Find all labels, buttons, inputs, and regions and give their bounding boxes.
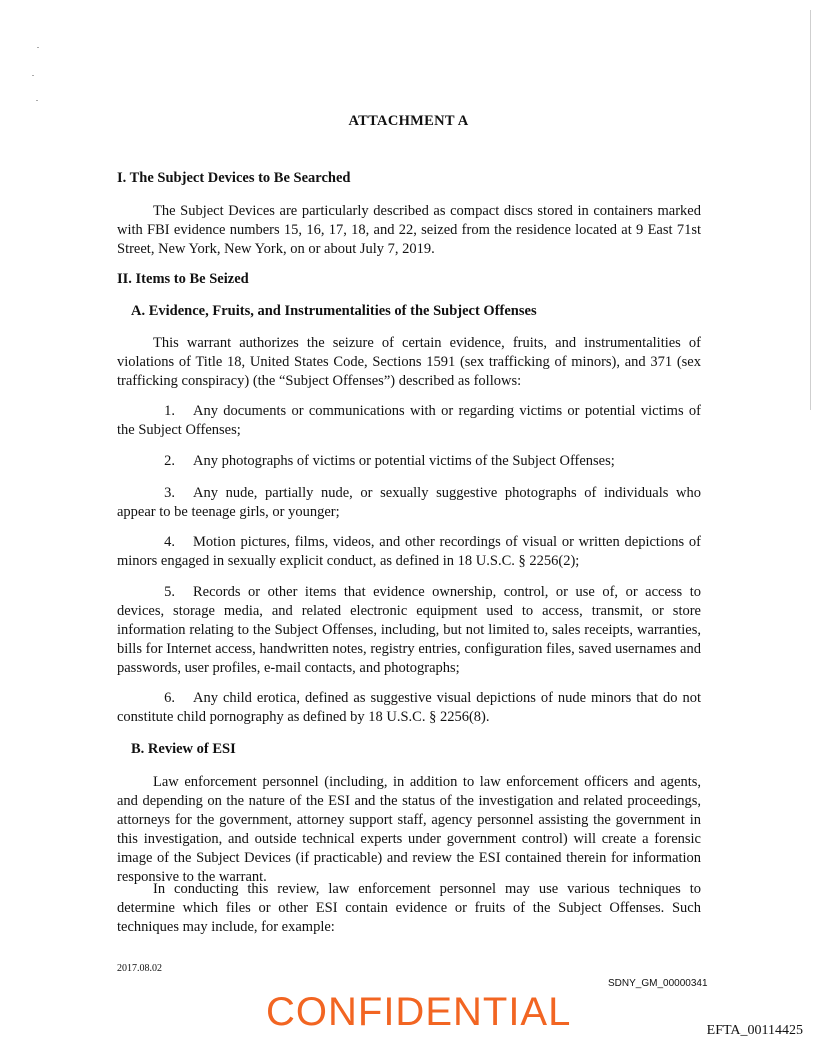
list-item bbox=[117, 533, 701, 571]
review-techniques-paragraph: In conducting this review, law enforcement personnel may use various techniques to determine which files or other ESI contain evidence or fruits of the Subject Offenses. Such techniques may include, for example: bbox=[117, 881, 701, 935]
list-item-text: Any nude, partially nude, or sexually suggestive photographs of individuals who appear to be teenage girls, or younger; bbox=[117, 485, 701, 520]
bates-number: SDNY_GM_00000341 bbox=[608, 978, 708, 989]
list-item-number: 4. bbox=[164, 534, 175, 550]
list-item-number: 2. bbox=[164, 453, 175, 469]
list-item bbox=[117, 484, 701, 522]
scan-edge-line bbox=[810, 10, 811, 410]
confidential-stamp: CONFIDENTIAL bbox=[266, 990, 572, 1034]
list-item-text: Records or other items that evidence ownership, control, or use of, or access to devices, storage media, and related electronic equipment used to access, transmit, or store information relating to the Subject Offenses, including, but not limited to, sales receipts, warranties, bills for Internet access, handwritten notes, registry entries, configuration files, saved usernames and passwords, user profiles, e-mail contacts, and photographs; bbox=[117, 584, 701, 676]
list-item-number: 3. bbox=[164, 485, 175, 501]
list-item bbox=[117, 689, 701, 727]
warrant-intro-paragraph: This warrant authorizes the seizure of certain evidence, fruits, and instrumentalities of violations of Title 18, United States Code, Sections 1591 (sex trafficking of minors), and 371 (sex trafficking conspiracy) (the “Subject Offenses”) described as follows: bbox=[117, 335, 701, 389]
list-item-text: Any child erotica, defined as suggestive visual depictions of nude minors that do not constitute child pornography as defined by 18 U.S.C. § 2256(8). bbox=[117, 690, 701, 725]
list-item-number: 5. bbox=[164, 584, 175, 600]
list-item bbox=[117, 452, 701, 471]
section-heading-items-to-be-seized: II. Items to Be Seized bbox=[117, 271, 249, 287]
subsection-heading-evidence: A. Evidence, Fruits, and Instrumentalities of the Subject Offenses bbox=[131, 303, 537, 319]
scan-speck bbox=[36, 100, 38, 101]
list-item bbox=[117, 402, 701, 440]
list-item bbox=[117, 583, 701, 678]
list-item-text: Any documents or communications with or regarding victims or potential victims of the Subject Offenses; bbox=[117, 403, 701, 438]
page-title: ATTACHMENT A bbox=[348, 113, 469, 129]
list-item-text: Any photographs of victims or potential victims of the Subject Offenses; bbox=[193, 453, 615, 469]
subsection-heading-review-esi: B. Review of ESI bbox=[131, 741, 236, 757]
footer-date: 2017.08.02 bbox=[117, 963, 162, 974]
subject-devices-paragraph: The Subject Devices are particularly described as compact discs stored in containers marked with FBI evidence numbers 15, 16, 17, 18, and 22, seized from the residence located at 9 East 71st Street, New York, New York, on or about July 7, 2019. bbox=[117, 203, 701, 257]
scan-speck bbox=[37, 47, 39, 48]
list-item-number: 6. bbox=[164, 690, 175, 706]
list-item-number: 1. bbox=[164, 403, 175, 419]
scan-speck bbox=[32, 75, 34, 76]
list-item-text: Motion pictures, films, videos, and other recordings of visual or written depictions of minors engaged in sexually explicit conduct, as defined in 18 U.S.C. § 2256(2); bbox=[117, 534, 701, 569]
review-esi-paragraph: Law enforcement personnel (including, in addition to law enforcement officers and agents, and depending on the nature of the ESI and the status of the investigation and related proceedings, attorneys for the government, attorney support staff, agency personnel assisting the government in this investigation, and outside technical experts under government control) will create a forensic image of the Subject Devices (if practicable) and review the ESI contained therein for information responsive to the warrant. bbox=[117, 774, 701, 885]
section-heading-subject-devices: I. The Subject Devices to Be Searched bbox=[117, 170, 351, 186]
efta-number: EFTA_00114425 bbox=[706, 1023, 803, 1038]
